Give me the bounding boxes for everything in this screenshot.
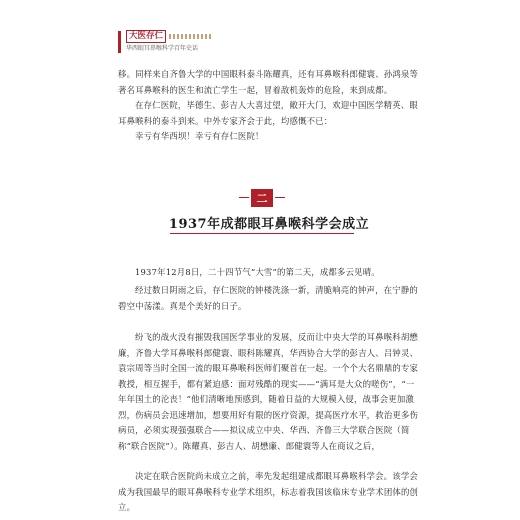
running-header	[118, 30, 213, 53]
title-underline	[170, 233, 354, 234]
header-text	[126, 30, 213, 53]
book-subtitle: 华西眼耳鼻喉科学百年史话	[126, 45, 199, 52]
book-title: 大医存仁	[126, 30, 166, 43]
section-title: 1937年成都眼耳鼻喉科学会成立	[168, 217, 370, 232]
section-number-badge: 二	[251, 189, 273, 207]
paragraph-top-2: 在存仁医院，毕德生、彭吉人大喜过望，敞开大门，欢迎中国医学精英、眼耳鼻喉科的泰斗到来。中外专家齐会于此，均感慨不已：	[118, 100, 418, 126]
header-ornament	[169, 34, 213, 39]
header-accent-bar	[118, 31, 121, 53]
paragraph-bottom-4: 决定在联合医院尚未成立之前，率先发起组建成都眼耳鼻喉科学会。该学会成为我国最早的眼耳鼻喉科专业学术组织，标志着我国该临床专业学术团体的创立。	[118, 471, 419, 512]
header-row	[126, 30, 213, 43]
paragraph-top-3: 幸亏有华西坝！幸亏有存仁医院！	[135, 131, 264, 141]
paragraph-top-1: 移。同样来自齐鲁大学的中国眼科泰斗陈耀真，还有耳鼻喉科郎健寰、孙鸿泉等著名耳鼻喉科的医生和流亡学生一起，冒着敌机轰炸的危险，来到成都。	[118, 69, 419, 95]
paragraph-bottom-1: 1937年12月8日，二十四节气“大雪”的第二天，成都多云见晴。	[135, 267, 380, 277]
paragraph-bottom-2: 经过数日阴雨之后，存仁医院的钟楼洗涤一新，清脆响亮的钟声，在宁静的碧空中荡漾。真是个美好的日子。	[118, 285, 418, 311]
paragraph-bottom-3: 纷飞的战火没有摧毁我国医学事业的发展，反而让中央大学的耳鼻喉科胡懋廉，齐鲁大学耳鼻喉科郎健寰、眼科陈耀真，华西协合大学的彭吉人、吕钟灵、袁宗周等当时全国一流的眼耳鼻喉科医师们聚首在一起。一个个大名鼎鼎的专家教授，相互握手，都有紧迫感：面对残酷的现实——“满耳是大众的嗟伤”，“一年年国土的沦丧！”他们清晰地预感到，随着日益的大规模入侵，战事会更加激烈，伤病员会迅速增加，想要用好有限的医疗资源，提高医疗水平，救治更多伤病员，必须实现强强联合——拟议成立中央、华西、齐鲁三大学联合医院（简称“联合医院”）。陈耀真、彭吉人、胡懋廉、郎健寰等人在商议之后，	[118, 332, 419, 451]
